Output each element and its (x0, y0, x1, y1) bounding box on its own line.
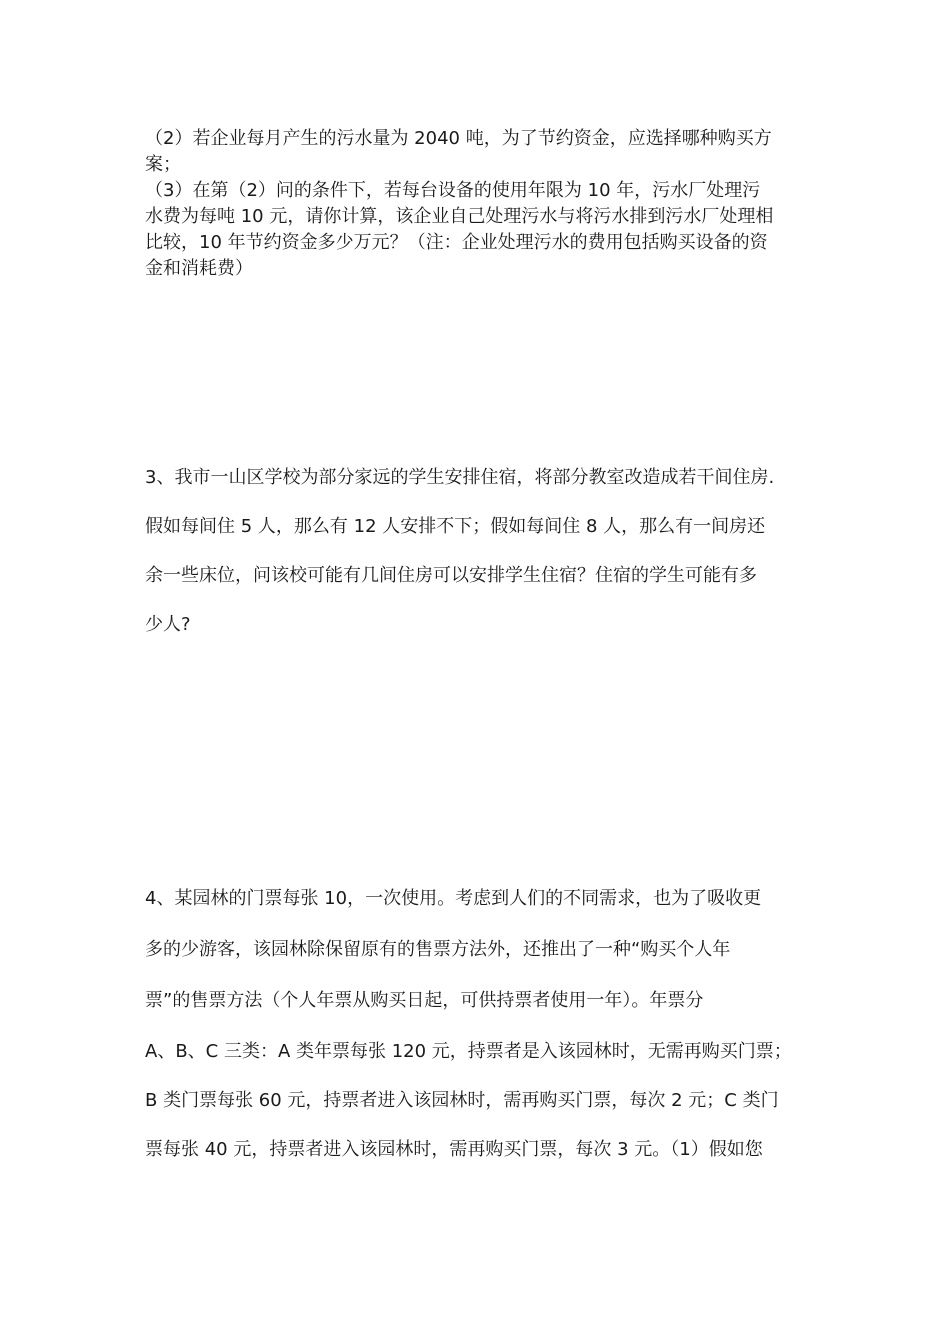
text-line: 比较，10 年节约资金多少万元？（注：企业处理污水的费用包括购买设备的资 (145, 232, 768, 253)
text-line: 4、某园林的门票每张 10，一次使用。考虑到人们的不同需求，也为了吸收更 (145, 888, 762, 909)
text-line: 案； (145, 154, 181, 175)
text-line: 水费为每吨 10 元，请你计算，该企业自己处理污水与将污水排到污水厂处理相 (145, 206, 774, 227)
text-line: （2）若企业每月产生的污水量为 2040 吨，为了节约资金，应选择哪种购买方 (145, 128, 772, 149)
text-line: 金和消耗费） (145, 258, 253, 279)
text-line: 假如每间住 5 人，那么有 12 人安排不下；假如每间住 8 人，那么有一间房还 (145, 516, 766, 537)
text-line: B 类门票每张 60 元，持票者进入该园林时，需再购买门票，每次 2 元；C 类门 (145, 1090, 779, 1111)
text-line: 3、我市一山区学校为部分家远的学生安排住宿，将部分教室改造成若干间住房. (145, 467, 775, 488)
text-line: A、B、C 三类：A 类年票每张 120 元，持票者是入该园林时，无需再购买门票； (145, 1041, 792, 1062)
text-line: 余一些床位，问该校可能有几间住房可以安排学生住宿？住宿的学生可能有多 (145, 565, 757, 586)
text-line: 票”的售票方法（个人年票从购买日起，可供持票者使用一年）。年票分 (145, 990, 704, 1011)
text-line: 票每张 40 元，持票者进入该园林时，需再购买门票，每次 3 元。（1）假如您 (145, 1139, 763, 1160)
text-line: 少人? (145, 614, 191, 635)
text-line: 多的少游客，该园林除保留原有的售票方法外，还推出了一种“购买个人年 (145, 939, 731, 960)
text-line: （3）在第（2）问的条件下，若每台设备的使用年限为 10 年，污水厂处理污 (145, 180, 761, 201)
